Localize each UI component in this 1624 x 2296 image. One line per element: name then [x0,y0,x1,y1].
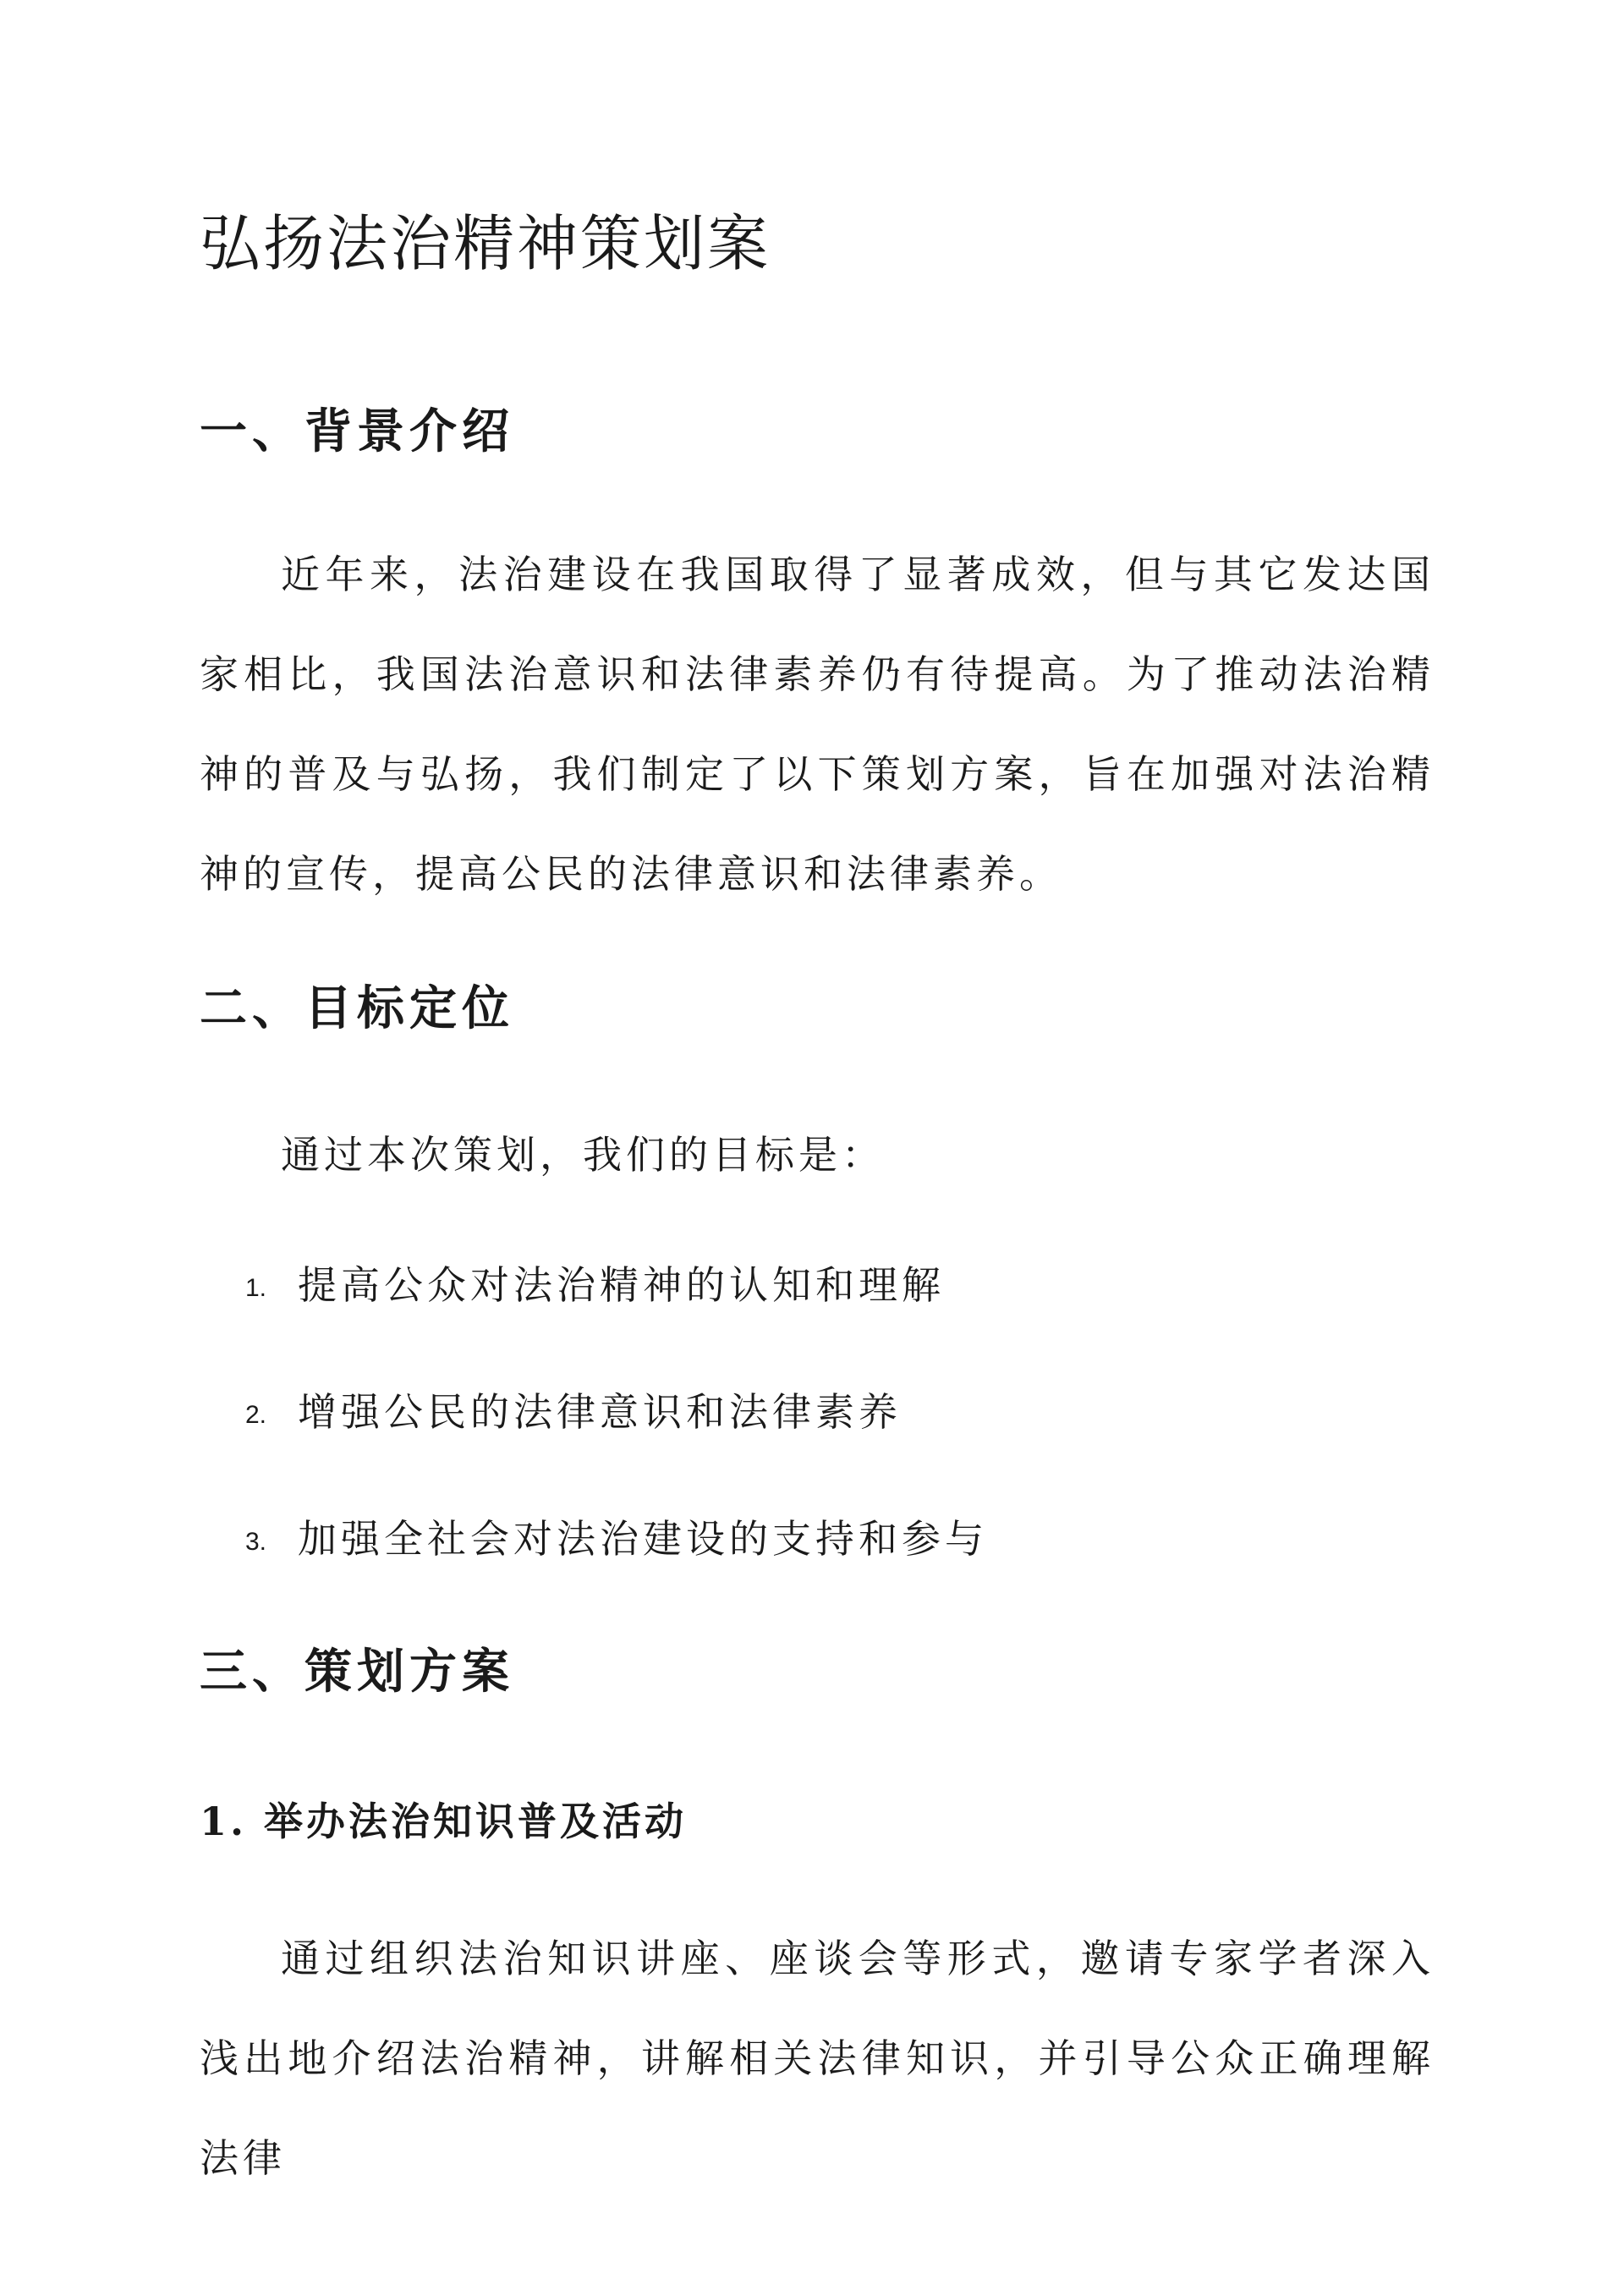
goal-text: 提高公众对法治精神的认知和理解 [298,1262,945,1308]
goal-text: 加强全社会对法治建设的支持和参与 [298,1516,988,1562]
goals-intro: 通过本次策划，我们的目标是： [281,1132,885,1178]
goal-number: 3. [245,1528,267,1556]
goal-text: 增强公民的法律意识和法律素养 [298,1389,902,1435]
goal-number: 2. [245,1401,267,1429]
subsection-heading-activities: 1. 举办法治知识普及活动 [200,1799,688,1844]
goal-list-item [245,1509,988,1572]
section-heading-plan: 三、策划方案 [200,1644,514,1700]
section-heading-background: 一、背景介绍 [200,404,514,459]
activities-paragraph: 通过组织法治知识讲座、座谈会等形式，邀请专家学者深入浅出地介绍法治精神，讲解相关法律知识，并引导公众正确理解法律 [200,1936,1435,2181]
document-title: 弘扬法治精神策划案 [200,208,771,279]
goal-list-item [245,1255,945,1318]
goal-number: 1. [245,1274,267,1302]
background-paragraph: 近年来，法治建设在我国取得了显著成效，但与其它发达国家相比，我国法治意识和法律素养仍有待提高。为了推动法治精神的普及与弘扬，我们制定了以下策划方案，旨在加强对法治精神的宣传，提高公民的法律意识和法律素养。 [200,552,1435,897]
section-heading-goals: 二、目标定位 [200,980,514,1036]
goal-list-item [245,1382,902,1445]
